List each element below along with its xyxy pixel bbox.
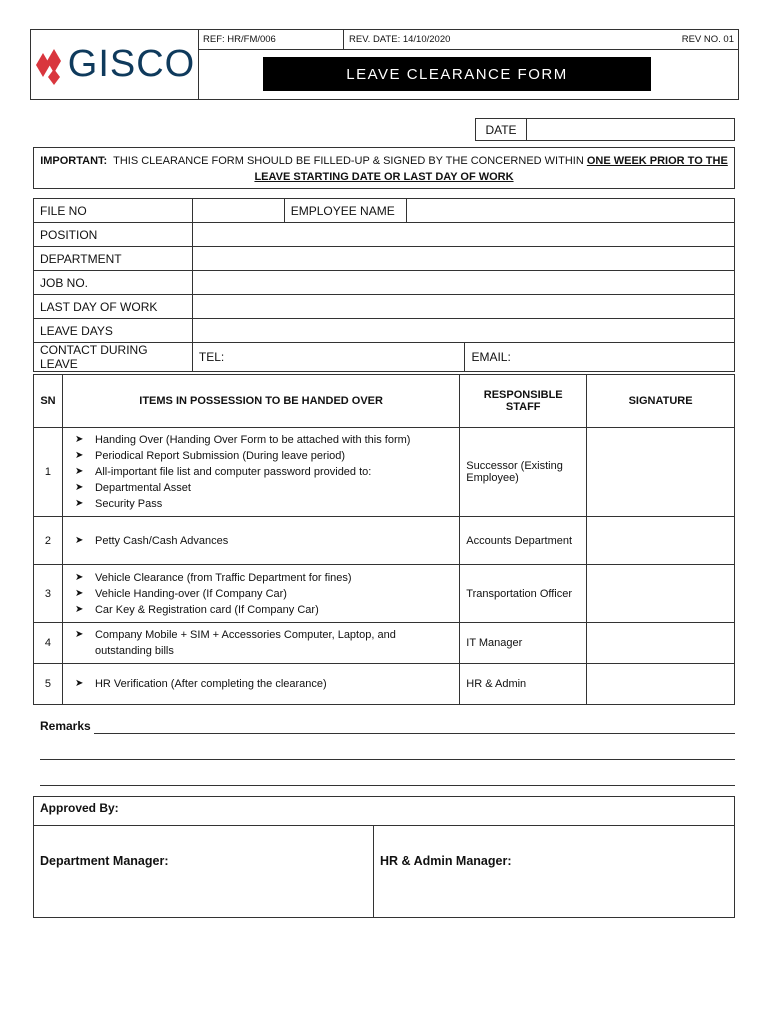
- logo-text: GISCO: [67, 43, 196, 85]
- form-title: LEAVE CLEARANCE FORM: [263, 57, 651, 91]
- table-row: [34, 428, 735, 517]
- signature-field[interactable]: [587, 664, 735, 705]
- row-sn: 1: [34, 428, 63, 517]
- employee-name-field[interactable]: [406, 199, 734, 223]
- last-day-field[interactable]: [192, 295, 734, 319]
- signature-header: SIGNATURE: [587, 375, 735, 428]
- employee-info-table: [33, 198, 735, 372]
- list-item: ➤ Vehicle Clearance (from Traffic Department for fines): [74, 571, 352, 584]
- table-row: [34, 565, 735, 623]
- important-notice: [33, 147, 735, 189]
- list-item: ➤ Handing Over (Handing Over Form to be attached with this form): [74, 434, 411, 446]
- list-item: ➤ Vehicle Handing-over (If Company Car): [74, 587, 287, 600]
- list-item: ➤ All-important file list and computer password provided to:: [74, 466, 372, 478]
- department-field[interactable]: [192, 247, 734, 271]
- arrow-bullet-icon: ➤: [74, 587, 84, 599]
- table-row: [34, 517, 735, 565]
- arrow-bullet-icon: ➤: [74, 603, 84, 615]
- row-items: [62, 623, 459, 664]
- list-item: ➤ Company Mobile + SIM + Accessories Computer, Laptop, and outstanding bills: [74, 629, 396, 657]
- sn-header: SN: [34, 375, 63, 428]
- employee-name-label: EMPLOYEE NAME: [284, 199, 406, 223]
- contact-label: CONTACT DURING LEAVE: [34, 343, 193, 372]
- arrow-bullet-icon: ➤: [74, 629, 84, 640]
- table-row: [34, 623, 735, 664]
- remarks-line[interactable]: [94, 733, 735, 734]
- position-field[interactable]: [192, 223, 734, 247]
- remarks-line[interactable]: [40, 759, 735, 760]
- row-staff: Successor (Existing Employee): [460, 428, 587, 517]
- row-staff: HR & Admin: [460, 664, 587, 705]
- important-emphasis: ONE WEEK PRIOR TO THE LEAVE STARTING DATE OR LAST DAY OF WORK: [254, 155, 728, 183]
- row-items: [62, 565, 459, 623]
- list-item: ➤ Car Key & Registration card (If Company Car): [74, 603, 319, 616]
- department-manager-signature-box[interactable]: [33, 825, 374, 918]
- list-item: ➤ Petty Cash/Cash Advances: [74, 534, 229, 547]
- date-field[interactable]: [526, 118, 735, 141]
- job-no-label: JOB NO.: [34, 271, 193, 295]
- row-sn: 5: [34, 664, 63, 705]
- arrow-bullet-icon: ➤: [74, 534, 84, 546]
- file-no-label: FILE NO: [34, 199, 193, 223]
- list-item: ➤ Periodical Report Submission (During leave period): [74, 450, 346, 462]
- remarks-line[interactable]: [40, 785, 735, 786]
- arrow-bullet-icon: ➤: [74, 466, 84, 477]
- arrow-bullet-icon: ➤: [74, 498, 84, 509]
- email-field[interactable]: [465, 343, 735, 372]
- department-label: DEPARTMENT: [34, 247, 193, 271]
- list-item: ➤ HR Verification (After completing the clearance): [74, 678, 327, 690]
- table-row: [34, 664, 735, 705]
- list-item: ➤ Security Pass: [74, 498, 163, 510]
- remarks-label: Remarks: [40, 719, 91, 733]
- row-items: [62, 517, 459, 565]
- row-sn: 2: [34, 517, 63, 565]
- arrow-bullet-icon: ➤: [74, 450, 84, 461]
- handover-items-table: [33, 374, 735, 705]
- arrow-bullet-icon: ➤: [74, 571, 84, 583]
- row-staff: IT Manager: [460, 623, 587, 664]
- signature-field[interactable]: [587, 517, 735, 565]
- position-label: POSITION: [34, 223, 193, 247]
- arrow-bullet-icon: ➤: [74, 434, 84, 445]
- row-staff: Accounts Department: [460, 517, 587, 565]
- row-items: [62, 664, 459, 705]
- important-lead: IMPORTANT:: [40, 155, 108, 167]
- gisco-diamond-icon: [34, 45, 64, 85]
- tel-field[interactable]: [192, 343, 465, 372]
- list-item: ➤ Departmental Asset: [74, 482, 191, 494]
- leave-days-label: LEAVE DAYS: [34, 319, 193, 343]
- revision-number: REV NO. 01: [681, 34, 734, 45]
- job-no-field[interactable]: [192, 271, 734, 295]
- leave-days-field[interactable]: [192, 319, 734, 343]
- signature-field[interactable]: [587, 428, 735, 517]
- last-day-label: LAST DAY OF WORK: [34, 295, 193, 319]
- hr-manager-signature-box[interactable]: [373, 825, 735, 918]
- items-header: ITEMS IN POSSESSION TO BE HANDED OVER: [62, 375, 459, 428]
- important-text: THIS CLEARANCE FORM SHOULD BE FILLED-UP & SIGNED BY THE CONCERNED WITHIN: [113, 155, 584, 167]
- hr-manager-label: HR & Admin Manager:: [380, 854, 512, 868]
- signature-field[interactable]: [587, 565, 735, 623]
- arrow-bullet-icon: ➤: [74, 482, 84, 493]
- file-no-field[interactable]: [192, 199, 284, 223]
- department-manager-label: Department Manager:: [40, 854, 169, 868]
- row-sn: 4: [34, 623, 63, 664]
- approved-by-label: Approved By:: [33, 796, 735, 826]
- form-ref: REF: HR/FM/006: [203, 34, 276, 45]
- row-items: [62, 428, 459, 517]
- meta-row: [199, 30, 738, 50]
- date-label: DATE: [475, 118, 527, 141]
- arrow-bullet-icon: ➤: [74, 678, 84, 689]
- staff-header: RESPONSIBLE STAFF: [460, 375, 587, 428]
- row-staff: Transportation Officer: [460, 565, 587, 623]
- email-label: EMAIL:: [471, 350, 511, 364]
- company-logo: [30, 29, 199, 100]
- revision-date: REV. DATE: 14/10/2020: [349, 34, 451, 45]
- row-sn: 3: [34, 565, 63, 623]
- signature-field[interactable]: [587, 623, 735, 664]
- tel-label: TEL:: [198, 350, 225, 364]
